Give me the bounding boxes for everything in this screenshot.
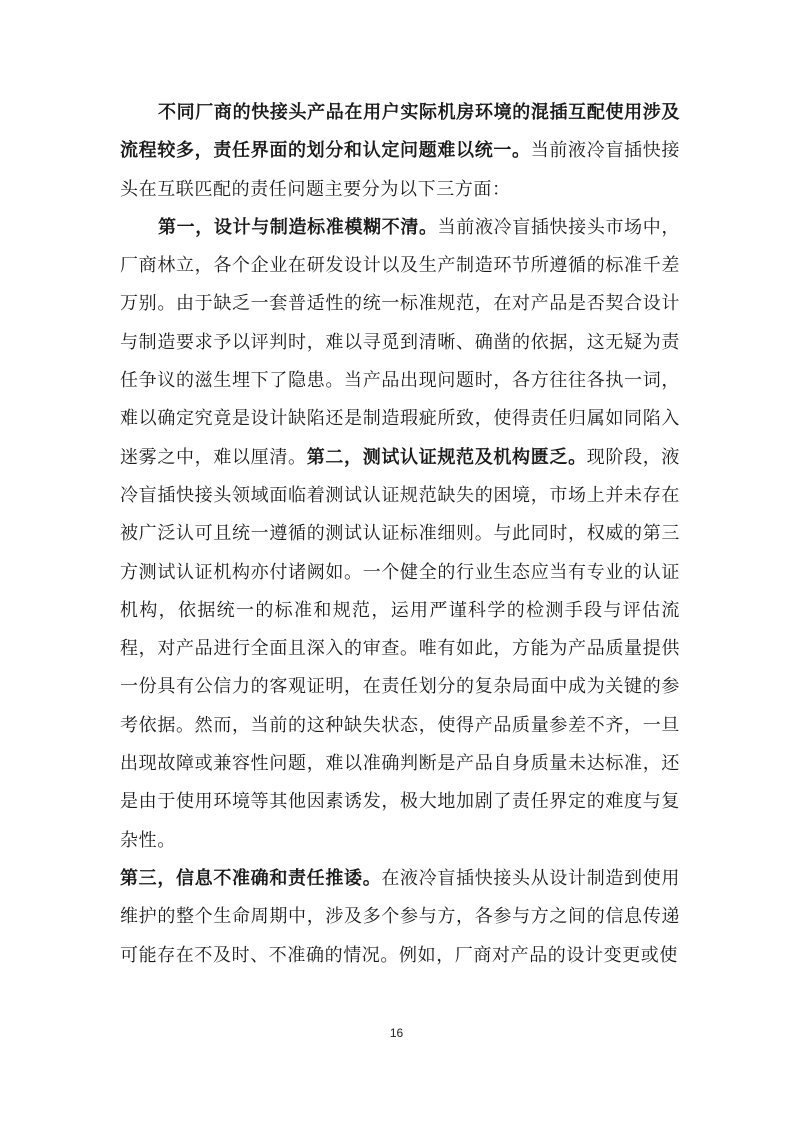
page-number: 16 (389, 1026, 404, 1040)
point-one-text: 当前液冷盲插快接头市场中，厂商林立，各个企业在研发设计以及生产制造环节所遵循的标准千差万别。由于缺乏一套普适性的统一标准规范，在对产品是否契合设计与制造要求予以评判时，难以寻觅到清晰、确凿的依据，这无疑为责任争议的滋生埋下了隐患。当产品出现问题时，各方往往各执一词，难以确定究竟是设计缺陷还是制造瑕疵所致，使得责任归属如同陷入迷雾之中，难以厘清。 (120, 216, 680, 468)
paragraph-third (120, 860, 680, 975)
intro-bold-text: 不同厂商的快接头产品在用户实际机房环境的混插互配使用涉及流程较多，责任界面的划分和认定问题难以统一。 (120, 102, 680, 162)
point-one-heading: 第一，设计与制造标准模糊不清。 (158, 216, 438, 238)
paragraph-first-second (120, 209, 680, 860)
point-two-heading: 第二，测试认证规范及机构匮乏。 (306, 446, 587, 468)
paragraph-intro (120, 94, 680, 209)
point-two-text: 现阶段，液冷盲插快接头领域面临着测试认证规范缺失的困境，市场上并未存在被广泛认可且统一遵循的测试认证标准细则。与此同时，权威的第三方测试认证机构亦付诸阙如。一个健全的行业生态应当有专业的认证机构，依据统一的标准和规范，运用严谨科学的检测手段与评估流程，对产品进行全面且深入的审查。唯有如此，方能为产品质量提供一份具有公信力的客观证明，在责任划分的复杂局面中成为关键的参考依据。然而，当前的这种缺失状态，使得产品质量参差不齐，一旦出现故障或兼容性问题，难以准确判断是产品自身质量未达标准，还是由于使用环境等其他因素诱发，极大地加剧了责任界定的难度与复杂性。 (120, 446, 681, 851)
point-three-text: 在液冷盲插快接头从设计制造到使用维护的整个生命周期中，涉及多个参与方，各参与方之间的信息传递可能存在不及时、不准确的情况。例如，厂商对产品的设计变更或使 (120, 867, 680, 966)
body-text (120, 94, 680, 975)
point-three-heading: 第三，信息不准确和责任推诿。 (120, 867, 382, 889)
intro-text: 当前液冷盲插快接头在互联匹配的责任问题主要分为以下三方面： (120, 140, 680, 200)
